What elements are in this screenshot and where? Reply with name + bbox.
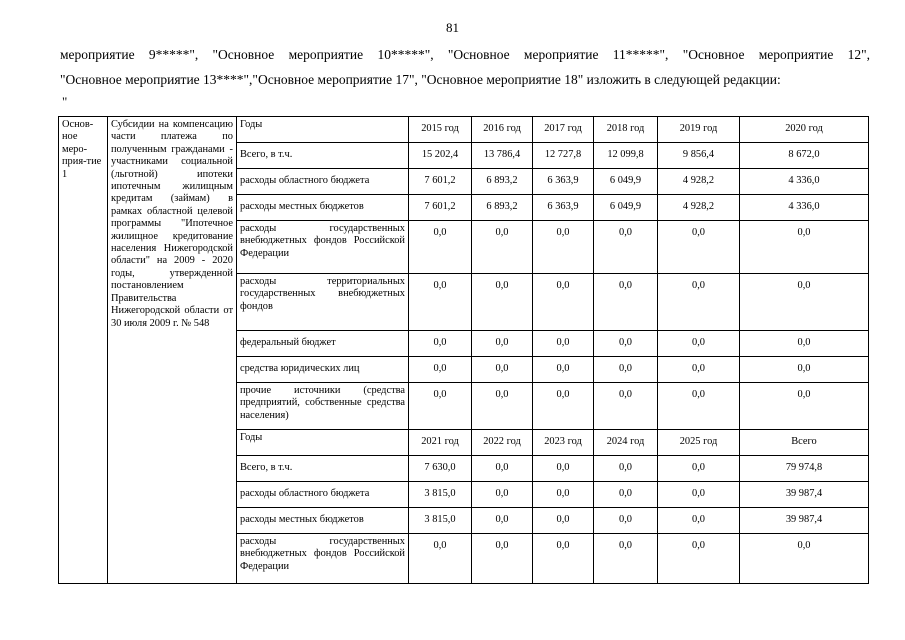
funding-value-cell: 79 974,8 bbox=[740, 456, 869, 482]
funding-value-cell: 0,0 bbox=[740, 357, 869, 383]
funding-value-cell: 6 049,9 bbox=[594, 169, 658, 195]
funding-value-cell: 0,0 bbox=[533, 331, 594, 357]
funding-value-cell: 0,0 bbox=[740, 383, 869, 430]
funding-value-cell: 0,0 bbox=[533, 221, 594, 274]
funding-value-cell: 0,0 bbox=[472, 534, 533, 584]
funding-value-cell: 0,0 bbox=[594, 383, 658, 430]
year-header-cell: 2018 год bbox=[594, 117, 658, 143]
opening-quote: " bbox=[62, 94, 68, 109]
funding-value-cell: 4 336,0 bbox=[740, 169, 869, 195]
funding-value-cell: 0,0 bbox=[594, 456, 658, 482]
years-label-cell: Годы bbox=[237, 430, 409, 456]
year-header-cell: 2023 год bbox=[533, 430, 594, 456]
funding-value-cell: 0,0 bbox=[533, 534, 594, 584]
funding-value-cell: 0,0 bbox=[740, 331, 869, 357]
funding-value-cell: 4 928,2 bbox=[658, 169, 740, 195]
page-number: 81 bbox=[446, 20, 459, 35]
funding-value-cell: 3 815,0 bbox=[409, 482, 472, 508]
funding-value-cell: 6 893,2 bbox=[472, 195, 533, 221]
funding-value-cell: 0,0 bbox=[740, 221, 869, 274]
year-header-cell: 2021 год bbox=[409, 430, 472, 456]
funding-value-cell: 0,0 bbox=[658, 274, 740, 331]
funding-value-cell: 0,0 bbox=[658, 383, 740, 430]
year-header-cell: Всего bbox=[740, 430, 869, 456]
funding-value-cell: 39 987,4 bbox=[740, 482, 869, 508]
funding-value-cell: 0,0 bbox=[472, 221, 533, 274]
funding-value-cell: 0,0 bbox=[533, 508, 594, 534]
funding-value-cell: 0,0 bbox=[740, 534, 869, 584]
funding-value-cell: 0,0 bbox=[472, 482, 533, 508]
funding-value-cell: 0,0 bbox=[594, 508, 658, 534]
funding-value-cell: 0,0 bbox=[658, 221, 740, 274]
funding-value-cell: 0,0 bbox=[472, 508, 533, 534]
funding-source-label: федеральный бюджет bbox=[237, 331, 409, 357]
funding-value-cell: 0,0 bbox=[658, 331, 740, 357]
funding-source-label: Всего, в т.ч. bbox=[237, 143, 409, 169]
funding-value-cell: 0,0 bbox=[472, 383, 533, 430]
funding-value-cell: 0,0 bbox=[409, 221, 472, 274]
funding-value-cell: 12 727,8 bbox=[533, 143, 594, 169]
funding-value-cell: 6 049,9 bbox=[594, 195, 658, 221]
funding-source-label: расходы областного бюджета bbox=[237, 169, 409, 195]
funding-value-cell: 0,0 bbox=[594, 274, 658, 331]
funding-value-cell: 0,0 bbox=[533, 482, 594, 508]
funding-source-label: расходы государственных внебюджетных фондов Российской Федерации bbox=[237, 534, 409, 584]
funding-table bbox=[58, 116, 869, 584]
funding-value-cell: 6 363,9 bbox=[533, 169, 594, 195]
funding-source-label: Всего, в т.ч. bbox=[237, 456, 409, 482]
funding-value-cell: 13 786,4 bbox=[472, 143, 533, 169]
funding-value-cell: 0,0 bbox=[594, 482, 658, 508]
funding-value-cell: 15 202,4 bbox=[409, 143, 472, 169]
funding-value-cell: 0,0 bbox=[658, 508, 740, 534]
funding-value-cell: 0,0 bbox=[533, 274, 594, 331]
funding-value-cell: 8 672,0 bbox=[740, 143, 869, 169]
year-header-cell: 2025 год bbox=[658, 430, 740, 456]
year-header-cell: 2020 год bbox=[740, 117, 869, 143]
funding-value-cell: 0,0 bbox=[658, 482, 740, 508]
intro-paragraph bbox=[60, 42, 870, 92]
funding-value-cell: 7 601,2 bbox=[409, 195, 472, 221]
funding-value-cell: 7 630,0 bbox=[409, 456, 472, 482]
funding-value-cell: 0,0 bbox=[472, 331, 533, 357]
year-header-cell: 2019 год bbox=[658, 117, 740, 143]
funding-source-label: расходы местных бюджетов bbox=[237, 508, 409, 534]
year-header-cell: 2017 год bbox=[533, 117, 594, 143]
years-label-cell: Годы bbox=[237, 117, 409, 143]
funding-value-cell: 4 928,2 bbox=[658, 195, 740, 221]
funding-value-cell: 0,0 bbox=[533, 456, 594, 482]
funding-value-cell: 0,0 bbox=[472, 274, 533, 331]
funding-value-cell: 39 987,4 bbox=[740, 508, 869, 534]
funding-value-cell: 0,0 bbox=[594, 534, 658, 584]
funding-value-cell: 0,0 bbox=[409, 274, 472, 331]
funding-source-label: расходы территориальных государственных внебюджетных фондов bbox=[237, 274, 409, 331]
year-header-cell: 2015 год bbox=[409, 117, 472, 143]
funding-source-label: средства юридических лиц bbox=[237, 357, 409, 383]
funding-value-cell: 0,0 bbox=[533, 383, 594, 430]
funding-value-cell: 0,0 bbox=[658, 534, 740, 584]
intro-line-2: "Основное мероприятие 13****","Основное мероприятие 17", "Основное мероприятие 18" изложить в следующей редакции: bbox=[60, 72, 781, 87]
funding-value-cell: 0,0 bbox=[594, 357, 658, 383]
funding-value-cell: 0,0 bbox=[409, 383, 472, 430]
funding-value-cell: 0,0 bbox=[472, 357, 533, 383]
funding-value-cell: 0,0 bbox=[594, 331, 658, 357]
funding-value-cell: 4 336,0 bbox=[740, 195, 869, 221]
funding-value-cell: 9 856,4 bbox=[658, 143, 740, 169]
funding-value-cell: 0,0 bbox=[533, 357, 594, 383]
funding-value-cell: 0,0 bbox=[594, 221, 658, 274]
funding-value-cell: 0,0 bbox=[409, 331, 472, 357]
funding-value-cell: 0,0 bbox=[658, 357, 740, 383]
funding-value-cell: 0,0 bbox=[409, 534, 472, 584]
funding-source-label: расходы областного бюджета bbox=[237, 482, 409, 508]
year-header-cell: 2024 год bbox=[594, 430, 658, 456]
years-header-row bbox=[59, 117, 869, 143]
funding-value-cell: 7 601,2 bbox=[409, 169, 472, 195]
funding-source-label: расходы государственных внебюджетных фондов Российской Федерации bbox=[237, 221, 409, 274]
funding-value-cell: 0,0 bbox=[409, 357, 472, 383]
funding-value-cell: 0,0 bbox=[658, 456, 740, 482]
measure-name-cell: Основ-ное меро-прия-тие 1 bbox=[59, 117, 108, 584]
subsidy-description-cell: Субсидии на компенсацию части платежа по полученным гражданами - участниками социальной (льготной) ипотеки ипотечным жилищным кредитам (займам) в рамках областной целевой программы "Ипотечное жилищное кредитование населения Нижегородской области" на 2009 - 2020 годы, утвержденной постановлением Правительства Нижегородской области от 30 июля 2009 г. № 548 bbox=[108, 117, 237, 584]
funding-value-cell: 6 363,9 bbox=[533, 195, 594, 221]
funding-value-cell: 12 099,8 bbox=[594, 143, 658, 169]
funding-value-cell: 3 815,0 bbox=[409, 508, 472, 534]
intro-line-1: мероприятие 9*****", "Основное мероприятие 10*****", "Основное мероприятие 11*****", "Основное мероприятие 12", bbox=[60, 47, 870, 62]
funding-source-label: прочие источники (средства предприятий, собственные средства населения) bbox=[237, 383, 409, 430]
funding-value-cell: 0,0 bbox=[472, 456, 533, 482]
funding-value-cell: 0,0 bbox=[740, 274, 869, 331]
year-header-cell: 2022 год bbox=[472, 430, 533, 456]
year-header-cell: 2016 год bbox=[472, 117, 533, 143]
funding-source-label: расходы местных бюджетов bbox=[237, 195, 409, 221]
funding-value-cell: 6 893,2 bbox=[472, 169, 533, 195]
